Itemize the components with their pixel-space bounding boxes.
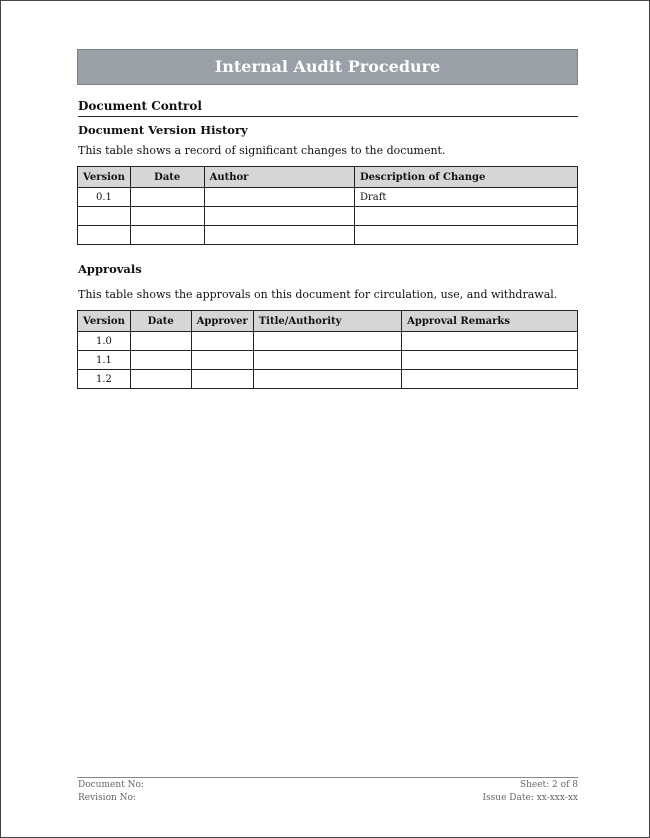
- table-cell: [204, 226, 354, 245]
- footer-revision-no: Revision No:: [78, 793, 136, 803]
- table-cell: [191, 370, 253, 389]
- column-header: Date: [130, 167, 204, 188]
- table-cell: [130, 370, 191, 389]
- table-row: [78, 332, 578, 351]
- table-row: [78, 370, 578, 389]
- column-header: Approval Remarks: [402, 311, 578, 332]
- table-cell: [402, 370, 578, 389]
- approvals-heading: Approvals: [78, 262, 142, 276]
- table-row: [78, 188, 578, 207]
- approvals-intro: This table shows the approvals on this document for circulation, use, and withdrawal.: [78, 288, 558, 301]
- column-header: Version: [78, 311, 131, 332]
- table-cell: [253, 351, 401, 370]
- table-row: [78, 207, 578, 226]
- table-cell: [130, 332, 191, 351]
- table-cell: [402, 332, 578, 351]
- table-header-row: [78, 311, 578, 332]
- column-header: Version: [78, 167, 131, 188]
- table-row: [78, 351, 578, 370]
- column-header: Approver: [191, 311, 253, 332]
- table-cell: 1.0: [78, 332, 131, 351]
- footer-sheet: Sheet: 2 of 8: [519, 780, 578, 790]
- approvals-table: [77, 310, 578, 389]
- table-cell: [78, 207, 131, 226]
- table-cell: [130, 188, 204, 207]
- table-cell: [253, 370, 401, 389]
- table-header-row: [78, 167, 578, 188]
- table-cell: [191, 332, 253, 351]
- version-history-table: [77, 166, 578, 245]
- table-cell: 0.1: [78, 188, 131, 207]
- table-cell: [402, 351, 578, 370]
- table-cell: [354, 207, 577, 226]
- table-cell: [253, 332, 401, 351]
- section-heading-document-control: Document Control: [78, 99, 578, 117]
- table-cell: [204, 188, 354, 207]
- table-cell: 1.1: [78, 351, 131, 370]
- footer-issue-date: Issue Date: xx-xxx-xx: [482, 793, 578, 803]
- table-cell: [130, 226, 204, 245]
- table-cell: Draft: [354, 188, 577, 207]
- table-cell: 1.2: [78, 370, 131, 389]
- column-header: Date: [130, 311, 191, 332]
- table-row: [78, 226, 578, 245]
- version-history-heading: Document Version History: [78, 123, 248, 137]
- column-header: Description of Change: [354, 167, 577, 188]
- footer-document-no: Document No:: [78, 780, 144, 790]
- footer-divider: [77, 777, 578, 778]
- table-cell: [130, 207, 204, 226]
- column-header: Author: [204, 167, 354, 188]
- table-cell: [204, 207, 354, 226]
- version-history-intro: This table shows a record of significant changes to the document.: [78, 144, 446, 157]
- table-cell: [130, 351, 191, 370]
- document-title: Internal Audit Procedure: [77, 49, 578, 85]
- table-cell: [191, 351, 253, 370]
- column-header: Title/Authority: [253, 311, 401, 332]
- table-cell: [78, 226, 131, 245]
- table-cell: [354, 226, 577, 245]
